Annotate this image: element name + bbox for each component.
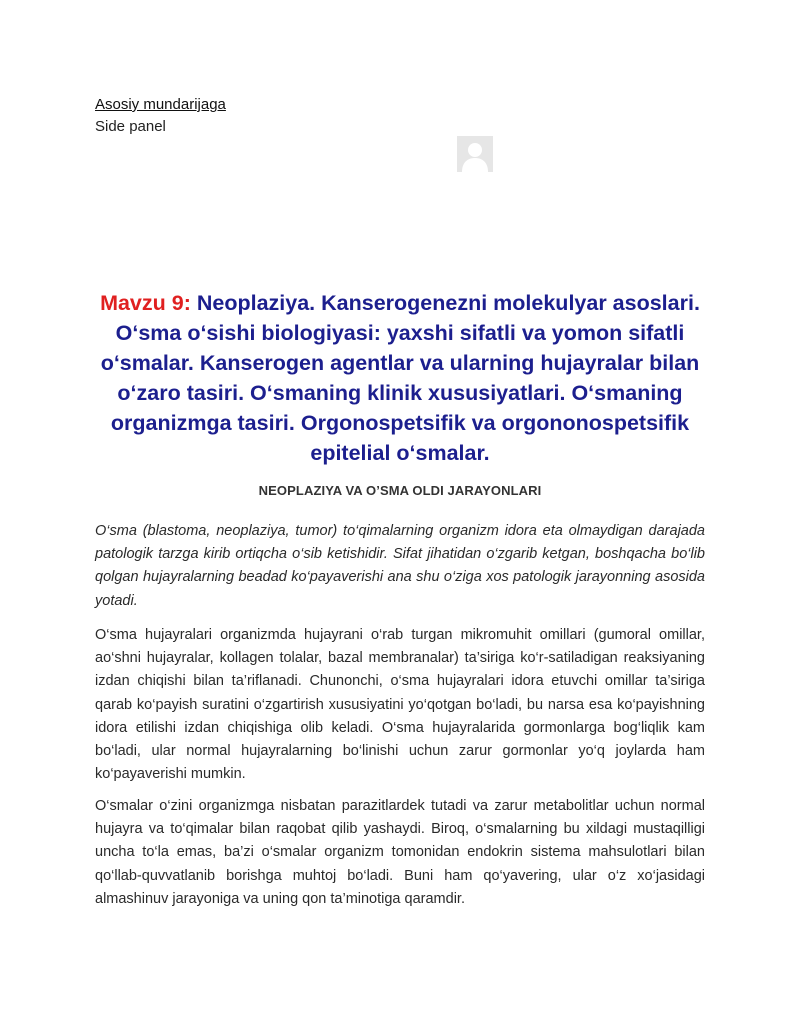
topic-title-text: Neoplaziya. Kanserogenezni molekulyar asoslari. O‘sma o‘sishi biologiyasi: yaxshi sifatli va yomon sifatli o‘smalar. Kanserogen agentlar va ularning hujayralar bilan o‘zaro tasiri. O‘smaning klinik xususiyatlari. O‘smaning organizmga tasiri. Orgonospetsifik va orgononospetsifik epitelial o‘smalar. — [100, 291, 700, 465]
intro-paragraph: O‘sma (blastoma, neoplaziya, tumor) to‘qimalarning organizm idora eta olmaydigan darajada patologik tarzga kirib ortiqcha o‘sib ketishidir. Sifat jihatidan o‘zgarib ketgan, boshqacha bo‘lib qolgan hujayralarning beadad ko‘payaverishi ana shu o‘ziga xos patologik jarayonning asosida yotadi. — [95, 523, 705, 609]
body-paragraph: O‘sma hujayralari organizmda hujayrani o‘rab turgan mikromuhit omillari (gumoral omillar, ao‘shni hujayralar, kollagen tolalar, bazal membranalar) ta’siriga ko‘r-satiladigan reaksiyaning izdan chiqishi bilan ta’riflanadi. Chunonchi, o‘sma hujayralari idora etuvchi omillar ta’siriga qarab ko‘payish suratini o‘zgartirish xususiyatini yo‘qotgan bo‘ladi, bu narsa esa ko‘payishning idora etilishi izdan chiqishiga olib keladi. O‘sma hujayralarida gormonlarga bog‘liqlik kam bo‘ladi, ular normal hujayralarning bo‘linishi uchun zarur gormonlar yo‘q joylarda ham ko‘payaverishi mumkin. — [95, 627, 705, 783]
avatar — [457, 136, 493, 172]
section-heading: NEOPLAZIYA VA O’SMA OLDI JARAYONLARI — [258, 483, 542, 498]
main-contents-link[interactable]: Asosiy mundarijaga — [95, 96, 226, 113]
side-panel-label[interactable]: Side panel — [95, 118, 166, 135]
user-avatar-placeholder-icon — [457, 136, 493, 172]
page-title — [100, 288, 700, 468]
body-paragraph: O‘smalar o‘zini organizmga nisbatan parazitlardek tutadi va zarur metabolitlar uchun normal hujayra va to‘qimalar bilan raqobat qilib yashaydi. Biroq, o‘smalarning bu xildagi mustaqilligi uncha to‘la emas, ba’zi o‘smalar organizm tomonidan endokrin sistema mahsulotlari bilan qo‘llab-quvvatlanib borishga muhtoj bo‘ladi. Buni ham qo‘yavering, ular o‘z xo‘jasidagi almashinuv jarayoniga va uning qon ta’minotiga qaramdir. — [95, 798, 705, 907]
topic-label: Mavzu 9: — [100, 291, 191, 315]
